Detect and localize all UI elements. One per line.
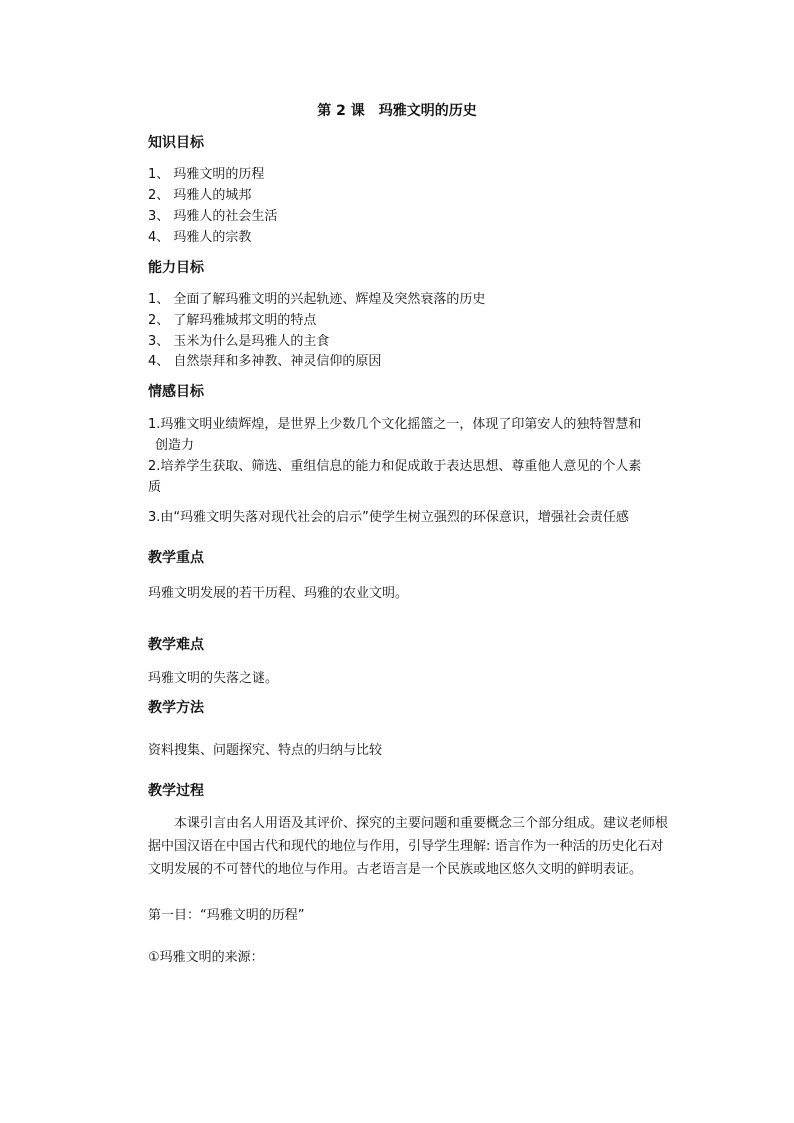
heading-teaching-method: 教学方法 <box>148 700 204 716</box>
ability-item: 4、 自然崇拜和多神教、神灵信仰的原因 <box>148 354 382 369</box>
heading-teaching-focus: 教学重点 <box>148 550 204 566</box>
heading-emotion-goals: 情感目标 <box>148 384 204 400</box>
teaching-focus-text: 玛雅文明发展的若干历程、玛雅的农业文明。 <box>148 586 409 601</box>
knowledge-item: 2、 玛雅人的城邦 <box>148 188 252 203</box>
knowledge-item: 3、 玛雅人的社会生活 <box>148 209 278 224</box>
process-paragraph-line-2: 据中国汉语在中国古代和现代的地位与作用，引导学生理解: 语言作为一种活的历史化石对 <box>148 839 664 854</box>
emotion-item-2-line-1: 2.培养学生获取、筛选、重组信息的能力和促成敢于表达思想、尊重他人意见的个人素 <box>148 459 642 474</box>
heading-knowledge-goals: 知识目标 <box>148 135 204 151</box>
heading-ability-goals: 能力目标 <box>148 260 204 276</box>
process-subsection-1: ①玛雅文明的来源： <box>148 950 264 965</box>
emotion-item-1-line-1: 1.玛雅文明业绩辉煌，是世界上少数几个文化摇篮之一，体现了印第安人的独特智慧和 <box>148 417 642 432</box>
emotion-item-2-line-2: 质 <box>148 480 162 495</box>
heading-teaching-difficulty: 教学难点 <box>148 637 204 653</box>
emotion-item-3: 3.由“玛雅文明失落对现代社会的启示”使学生树立强烈的环保意识，增强社会责任感 <box>148 510 629 525</box>
ability-item: 2、 了解玛雅城邦文明的特点 <box>148 313 317 328</box>
page-title: 第 2 课 玛雅文明的历史 <box>317 103 477 119</box>
ability-item: 3、 玉米为什么是玛雅人的主食 <box>148 334 330 349</box>
process-section-1: 第一目：“玛雅文明的历程” <box>148 908 305 923</box>
process-paragraph-line-3: 文明发展的不可替代的地位与作用。古老语言是一个民族或地区悠久文明的鲜明表证。 <box>148 862 643 877</box>
teaching-method-text: 资料搜集、问题探究、特点的归纳与比较 <box>148 743 383 758</box>
emotion-item-1-line-2: 创造力 <box>155 438 195 453</box>
teaching-difficulty-text: 玛雅文明的失落之谜。 <box>148 671 279 686</box>
ability-item: 1、 全面了解玛雅文明的兴起轨迹、辉煌及突然衰落的历史 <box>148 292 486 307</box>
knowledge-item: 1、 玛雅文明的历程 <box>148 167 265 182</box>
process-paragraph-line-1: 本课引言由名人用语及其评价、探究的主要问题和重要概念三个部分组成。建议老师根 <box>174 816 669 831</box>
knowledge-item: 4、 玛雅人的宗教 <box>148 230 252 245</box>
heading-teaching-process: 教学过程 <box>148 783 204 799</box>
